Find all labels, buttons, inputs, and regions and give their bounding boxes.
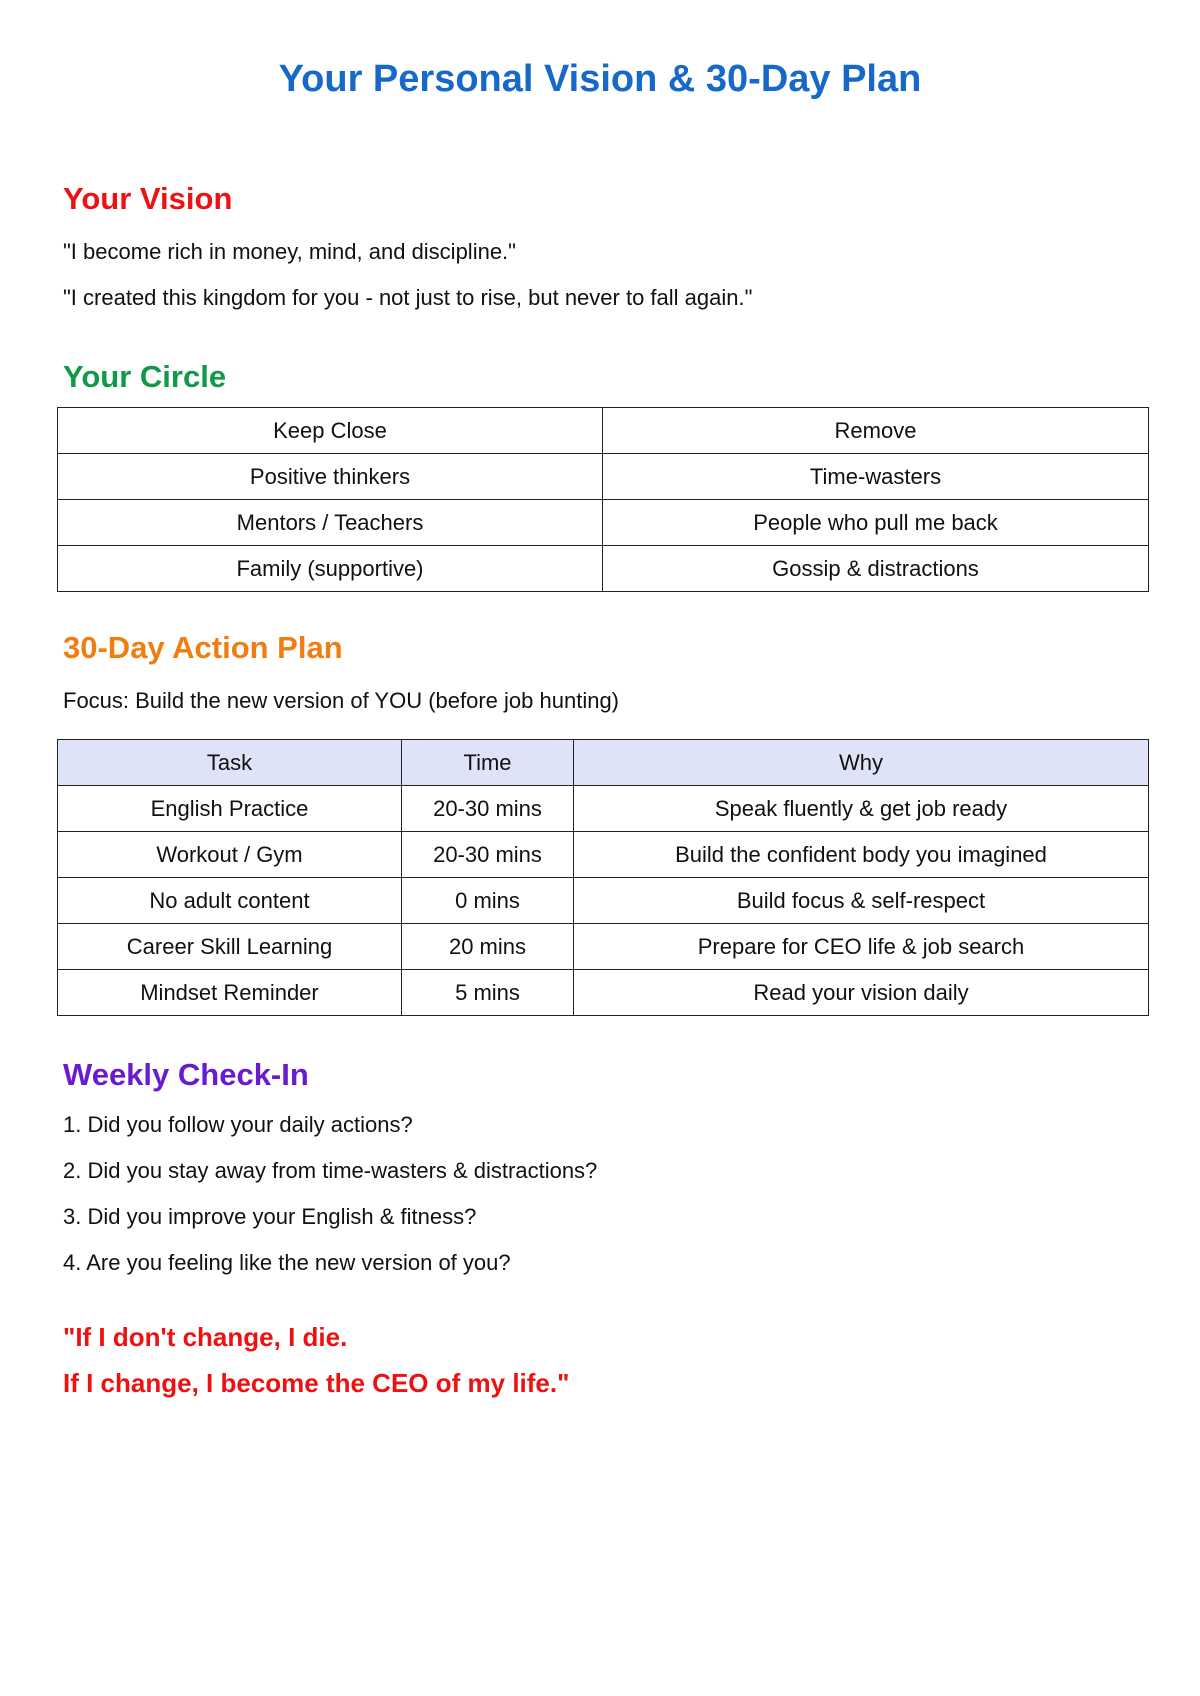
table-row bbox=[58, 786, 1149, 832]
table-cell: Build the confident body you imagined bbox=[574, 832, 1149, 878]
table-cell: Read your vision daily bbox=[574, 970, 1149, 1016]
table-row bbox=[58, 970, 1149, 1016]
table-row bbox=[58, 924, 1149, 970]
action-plan-table bbox=[57, 739, 1149, 1016]
column-header: Task bbox=[58, 740, 402, 786]
table-cell: English Practice bbox=[58, 786, 402, 832]
checkin-item: 2. Did you stay away from time-wasters & distractions? bbox=[63, 1158, 598, 1183]
table-cell: Family (supportive) bbox=[58, 546, 603, 592]
circle-heading: Your Circle bbox=[63, 359, 227, 394]
table-row bbox=[58, 546, 1149, 592]
column-header: Keep Close bbox=[58, 408, 603, 454]
table-cell: Workout / Gym bbox=[58, 832, 402, 878]
table-cell: Gossip & distractions bbox=[603, 546, 1149, 592]
table-cell: 20 mins bbox=[402, 924, 574, 970]
table-cell: No adult content bbox=[58, 878, 402, 924]
closing-quote-line: If I change, I become the CEO of my life." bbox=[63, 1368, 570, 1398]
table-cell: Build focus & self-respect bbox=[574, 878, 1149, 924]
plan-focus: Focus: Build the new version of YOU (before job hunting) bbox=[63, 688, 620, 713]
table-header-row bbox=[58, 740, 1149, 786]
column-header: Why bbox=[574, 740, 1149, 786]
table-cell: Career Skill Learning bbox=[58, 924, 402, 970]
table-cell: 5 mins bbox=[402, 970, 574, 1016]
checkin-item: 4. Are you feeling like the new version of you? bbox=[63, 1250, 511, 1275]
table-header-row bbox=[58, 408, 1149, 454]
circle-table bbox=[57, 407, 1149, 592]
checkin-item: 1. Did you follow your daily actions? bbox=[63, 1112, 413, 1137]
table-row bbox=[58, 454, 1149, 500]
vision-line: "I created this kingdom for you - not just to rise, but never to fall again." bbox=[63, 285, 753, 310]
table-row bbox=[58, 832, 1149, 878]
checkin-item: 3. Did you improve your English & fitness? bbox=[63, 1204, 477, 1229]
table-cell: Positive thinkers bbox=[58, 454, 603, 500]
table-cell: 20-30 mins bbox=[402, 832, 574, 878]
table-row bbox=[58, 878, 1149, 924]
table-cell: Prepare for CEO life & job search bbox=[574, 924, 1149, 970]
closing-quote-line: "If I don't change, I die. bbox=[63, 1322, 348, 1352]
checkin-heading: Weekly Check-In bbox=[63, 1057, 309, 1092]
table-row bbox=[58, 500, 1149, 546]
column-header: Remove bbox=[603, 408, 1149, 454]
vision-line: "I become rich in money, mind, and discipline." bbox=[63, 239, 516, 264]
table-cell: Speak fluently & get job ready bbox=[574, 786, 1149, 832]
table-cell: 20-30 mins bbox=[402, 786, 574, 832]
table-cell: 0 mins bbox=[402, 878, 574, 924]
plan-heading: 30-Day Action Plan bbox=[63, 630, 343, 665]
table-cell: Time-wasters bbox=[603, 454, 1149, 500]
page-title: Your Personal Vision & 30-Day Plan bbox=[278, 58, 922, 100]
vision-heading: Your Vision bbox=[63, 181, 233, 216]
table-cell: Mentors / Teachers bbox=[58, 500, 603, 546]
table-cell: Mindset Reminder bbox=[58, 970, 402, 1016]
column-header: Time bbox=[402, 740, 574, 786]
table-cell: People who pull me back bbox=[603, 500, 1149, 546]
